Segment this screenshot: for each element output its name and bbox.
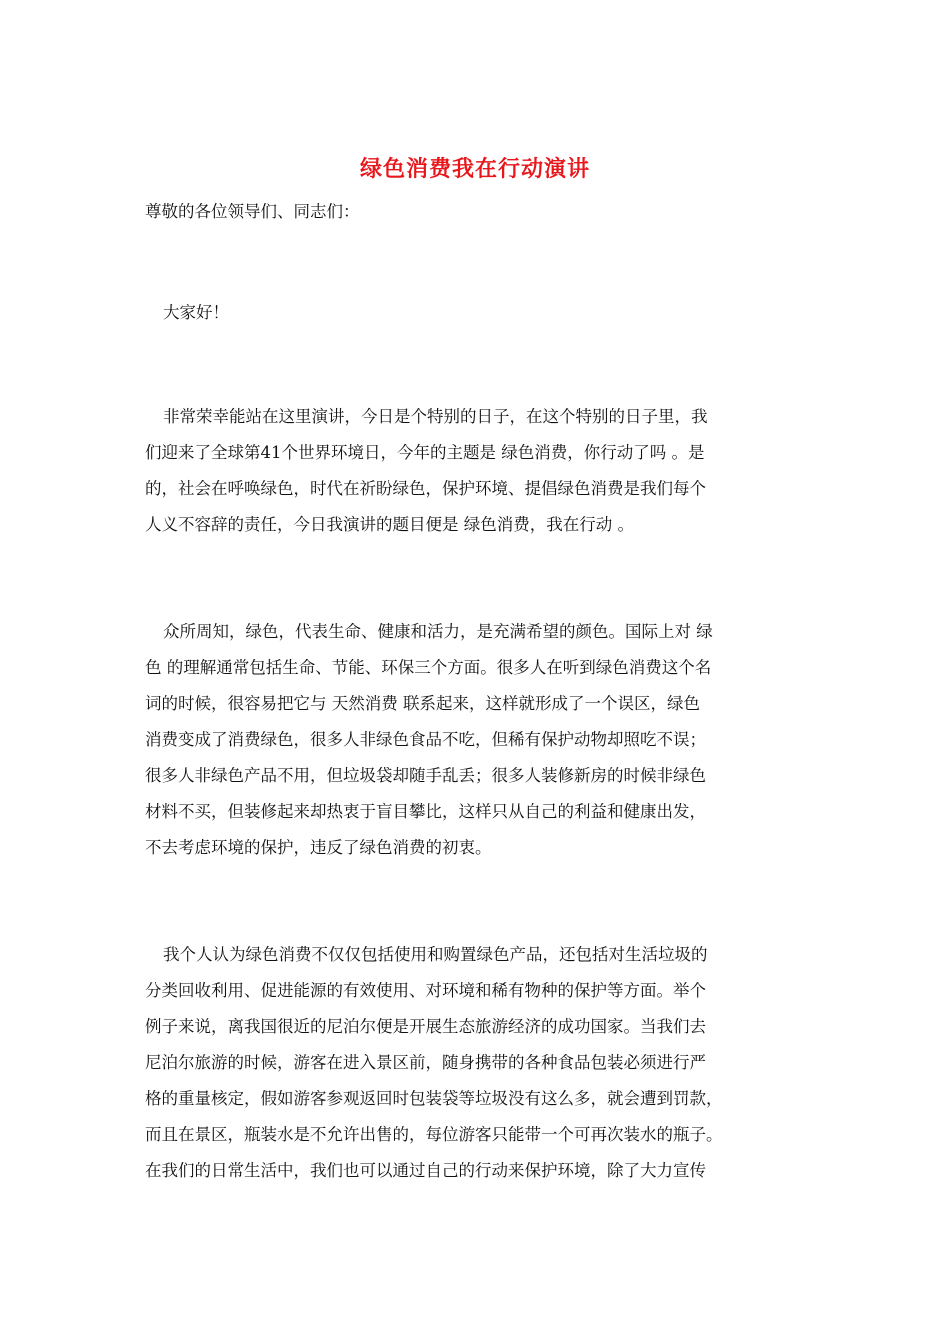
paragraph-2-line-4: 消费变成了消费绿色，很多人非绿色食品不吃，但稀有保护动物却照吃不误； bbox=[145, 730, 706, 749]
paragraph-3-line-1: 我个人认为绿色消费不仅仅包括使用和购置绿色产品，还包括对生活垃圾的 bbox=[163, 945, 708, 964]
paragraph-2-line-3: 词的时候，很容易把它与 天然消费 联系起来，这样就形成了一个误区，绿色 bbox=[145, 694, 700, 713]
paragraph-3-line-7: 在我们的日常生活中，我们也可以通过自己的行动来保护环境，除了大力宣传 bbox=[145, 1161, 706, 1180]
paragraph-2-line-7: 不去考虑环境的保护，违反了绿色消费的初衷。 bbox=[145, 838, 492, 857]
document-title: 绿色消费我在行动演讲 bbox=[359, 156, 590, 182]
paragraph-2-line-6: 材料不买，但装修起来却热衷于盲目攀比，这样只从自己的利益和健康出发， bbox=[145, 802, 706, 821]
paragraph-3-line-2: 分类回收利用、促进能源的有效使用、对环境和稀有物种的保护等方面。举个 bbox=[145, 981, 706, 1000]
paragraph-2-line-5: 很多人非绿色产品不用，但垃圾袋却随手乱丢；很多人装修新房的时候非绿色 bbox=[145, 766, 706, 785]
paragraph-3-line-5: 格的重量核定，假如游客参观返回时包装袋等垃圾没有这么多，就会遭到罚款， bbox=[145, 1089, 723, 1108]
paragraph-2-line-1: 众所周知，绿色，代表生命、健康和活力，是充满希望的颜色。国际上对 绿 bbox=[163, 622, 713, 641]
paragraph-3-line-6: 而且在景区，瓶装水是不允许出售的，每位游客只能带一个可再次装水的瓶子。 bbox=[145, 1125, 723, 1144]
paragraph-2-line-2: 色 的理解通常包括生命、节能、环保三个方面。很多人在听到绿色消费这个名 bbox=[145, 658, 712, 677]
greeting-line: 尊敬的各位领导们、同志们： bbox=[145, 202, 360, 221]
paragraph-1-line-2: 们迎来了全球第41个世界环境日，今年的主题是 绿色消费，你行动了吗 。是 bbox=[145, 443, 705, 462]
paragraph-1-line-4: 人义不容辞的责任，今日我演讲的题目便是 绿色消费，我在行动 。 bbox=[145, 515, 634, 534]
paragraph-1-line-1: 非常荣幸能站在这里演讲，今日是个特别的日子，在这个特别的日子里，我 bbox=[163, 407, 708, 426]
paragraph-1-line-3: 的，社会在呼唤绿色，时代在祈盼绿色，保护环境、提倡绿色消费是我们每个 bbox=[145, 479, 706, 498]
paragraph-3-line-3: 例子来说，离我国很近的尼泊尔便是开展生态旅游经济的成功国家。当我们去 bbox=[145, 1017, 706, 1036]
paragraph-3-line-4: 尼泊尔旅游的时候，游客在进入景区前，随身携带的各种食品包装必须进行严 bbox=[145, 1053, 706, 1072]
hello-line: 大家好！ bbox=[163, 303, 229, 322]
